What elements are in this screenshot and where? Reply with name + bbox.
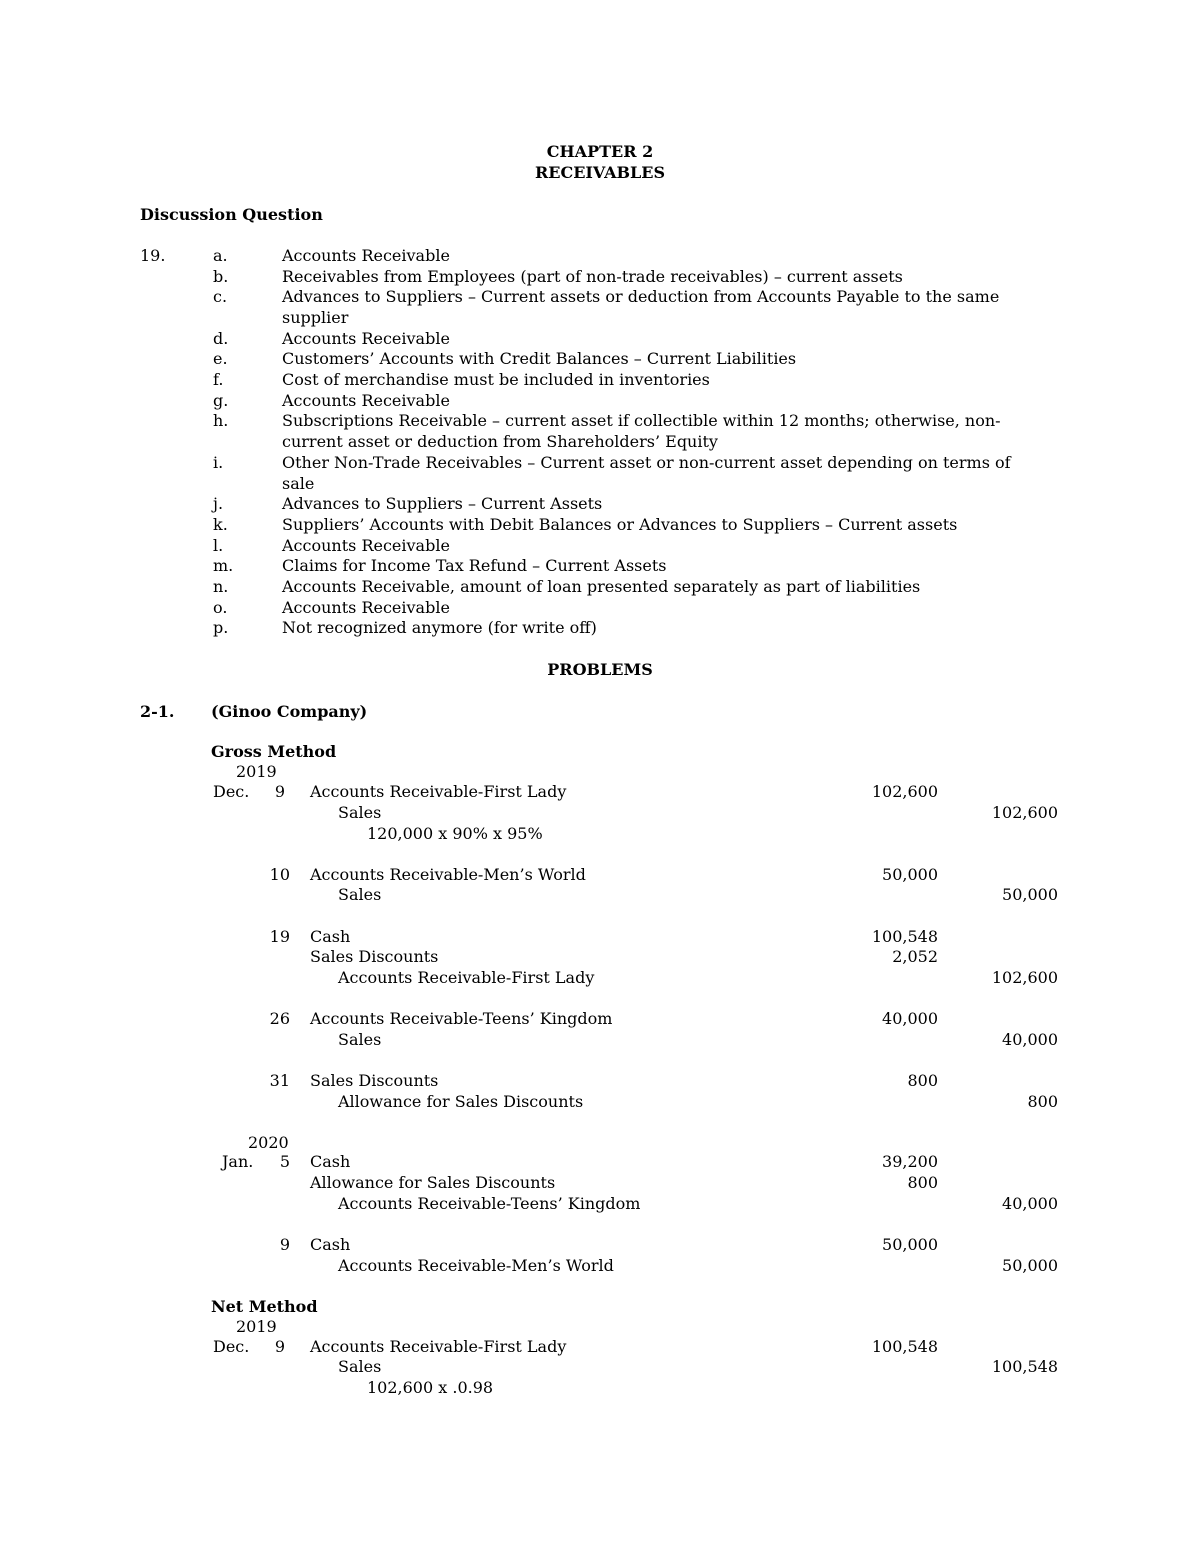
item-text: Subscriptions Receivable – current asset if collectible within 12 months; otherwise, non- (282, 411, 1001, 430)
item-text: Other Non-Trade Receivables – Current asset or non-current asset depending on terms of (282, 453, 1011, 472)
item-text: Not recognized anymore (for write off) (282, 618, 597, 637)
net-method-heading: Net Method (211, 1297, 318, 1316)
year-label: 2019 (236, 1317, 277, 1336)
entry-day: 9 (279, 1235, 290, 1254)
debit-account: Cash (310, 1152, 351, 1171)
item-letter: g. (213, 391, 229, 410)
problems-heading: PROBLEMS (547, 660, 653, 679)
debit-account: Sales Discounts (310, 1071, 439, 1090)
debit-account: Sales Discounts (310, 947, 439, 966)
credit-account: Sales (338, 1357, 382, 1376)
chapter-title: RECEIVABLES (534, 163, 665, 182)
debit-amount: 100,548 (871, 927, 938, 946)
debit-account: Allowance for Sales Discounts (310, 1173, 556, 1192)
debit-account: Cash (310, 927, 351, 946)
credit-amount: 40,000 (1002, 1194, 1058, 1213)
item-text: Customers’ Accounts with Credit Balances – Current Liabilities (282, 349, 797, 368)
item-text-continued: supplier (282, 308, 349, 327)
credit-amount: 102,600 (991, 968, 1058, 987)
debit-account: Accounts Receivable-First Lady (310, 1337, 567, 1356)
entry-day: 9 (274, 1337, 285, 1356)
item-letter: f. (213, 370, 224, 389)
item-text-continued: current asset or deduction from Shareholders’ Equity (282, 432, 718, 451)
debit-amount: 39,200 (882, 1152, 938, 1171)
credit-amount: 102,600 (991, 803, 1058, 822)
entry-day: 10 (269, 865, 290, 884)
item-letter: c. (213, 287, 228, 306)
debit-account: Accounts Receivable-Teens’ Kingdom (310, 1009, 613, 1028)
item-letter: i. (213, 453, 224, 472)
credit-account: Sales (338, 1030, 382, 1049)
item-text: Accounts Receivable (282, 246, 450, 265)
credit-account: Accounts Receivable-Men’s World (338, 1256, 614, 1275)
item-letter: j. (213, 494, 224, 513)
credit-amount: 100,548 (991, 1357, 1058, 1376)
item-letter: d. (213, 329, 229, 348)
year-label: 2020 (248, 1133, 289, 1152)
debit-amount: 40,000 (882, 1009, 938, 1028)
item-text-continued: sale (282, 474, 315, 493)
item-letter: k. (213, 515, 228, 534)
credit-account: Sales (338, 885, 382, 904)
computation-note: 102,600 x .0.98 (367, 1378, 494, 1397)
item-letter: a. (213, 246, 228, 265)
item-letter: m. (213, 556, 234, 575)
item-text: Accounts Receivable (282, 329, 450, 348)
entry-month: Dec. (213, 782, 250, 801)
credit-amount: 800 (1027, 1092, 1058, 1111)
item-text: Accounts Receivable (282, 391, 450, 410)
entry-day: 31 (269, 1071, 290, 1090)
entry-month: Jan. (222, 1152, 254, 1171)
item-text: Accounts Receivable (282, 536, 450, 555)
debit-account: Accounts Receivable-Men’s World (310, 865, 586, 884)
debit-account: Accounts Receivable-First Lady (310, 782, 567, 801)
question-number: 19. (140, 246, 166, 265)
item-letter: p. (213, 618, 229, 637)
entry-day: 5 (279, 1152, 290, 1171)
entry-month: Dec. (213, 1337, 250, 1356)
item-text: Suppliers’ Accounts with Debit Balances or Advances to Suppliers – Current assets (282, 515, 958, 534)
problem-title: (Ginoo Company) (211, 702, 368, 721)
credit-account: Sales (338, 803, 382, 822)
item-text: Cost of merchandise must be included in inventories (282, 370, 710, 389)
debit-amount: 100,548 (871, 1337, 938, 1356)
gross-method-heading: Gross Method (211, 742, 337, 761)
item-text: Receivables from Employees (part of non-trade receivables) – current assets (282, 267, 903, 286)
chapter-heading: CHAPTER 2 (546, 142, 654, 161)
item-letter: b. (213, 267, 229, 286)
debit-amount: 2,052 (892, 947, 938, 966)
debit-amount: 102,600 (871, 782, 938, 801)
year-label: 2019 (236, 762, 277, 781)
item-letter: l. (213, 536, 224, 555)
discussion-heading: Discussion Question (140, 205, 323, 224)
debit-amount: 800 (907, 1071, 938, 1090)
entry-day: 26 (269, 1009, 290, 1028)
debit-account: Cash (310, 1235, 351, 1254)
item-text: Claims for Income Tax Refund – Current Assets (282, 556, 667, 575)
item-letter: o. (213, 598, 228, 617)
debit-amount: 50,000 (882, 865, 938, 884)
item-letter: h. (213, 411, 229, 430)
credit-account: Allowance for Sales Discounts (338, 1092, 584, 1111)
problem-number: 2-1. (140, 702, 175, 721)
debit-amount: 800 (907, 1173, 938, 1192)
item-text: Accounts Receivable (282, 598, 450, 617)
credit-amount: 50,000 (1002, 1256, 1058, 1275)
credit-account: Accounts Receivable-Teens’ Kingdom (338, 1194, 641, 1213)
item-text: Advances to Suppliers – Current Assets (282, 494, 603, 513)
debit-amount: 50,000 (882, 1235, 938, 1254)
entry-day: 9 (274, 782, 285, 801)
entry-day: 19 (269, 927, 290, 946)
credit-amount: 50,000 (1002, 885, 1058, 904)
computation-note: 120,000 x 90% x 95% (367, 824, 543, 843)
credit-amount: 40,000 (1002, 1030, 1058, 1049)
item-text: Advances to Suppliers – Current assets or deduction from Accounts Payable to the same (282, 287, 1000, 306)
item-letter: e. (213, 349, 228, 368)
item-text: Accounts Receivable, amount of loan presented separately as part of liabilities (282, 577, 921, 596)
item-letter: n. (213, 577, 229, 596)
credit-account: Accounts Receivable-First Lady (338, 968, 595, 987)
